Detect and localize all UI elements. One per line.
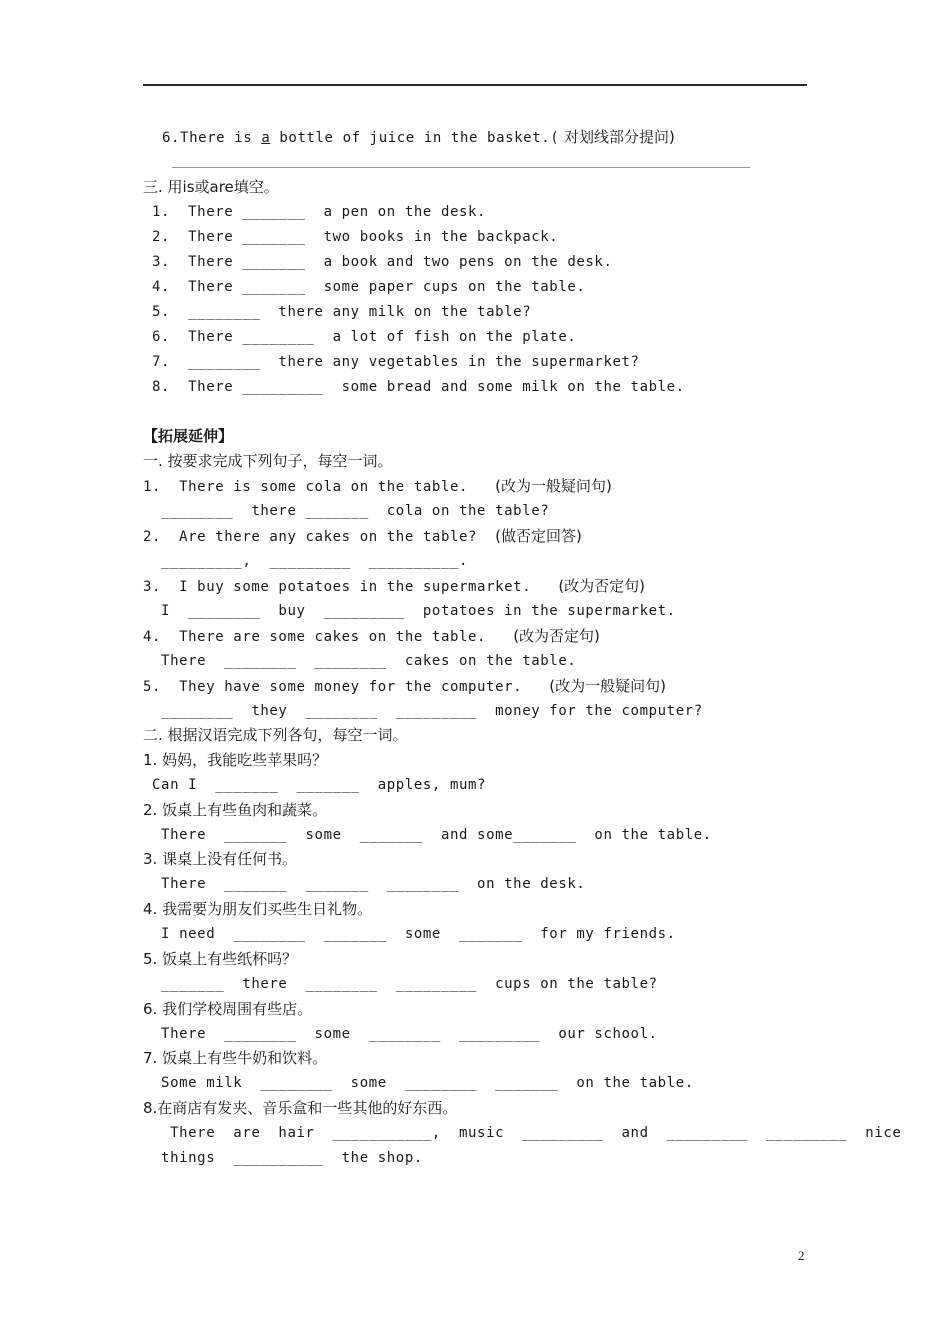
part1-line: There ________ ________ cakes on the table. xyxy=(143,653,577,669)
part2-title: 二. 根据汉语完成下列各句，每空一词。 xyxy=(143,726,408,744)
part2-en: Some milk ________ some ________ _______ on the table. xyxy=(143,1075,694,1091)
part2-cn: 5. 饭桌上有些纸杯吗？ xyxy=(143,950,298,968)
part1-line: 2. Are there any cakes on the table? (做否定回答) xyxy=(143,527,582,545)
part2-en: Can I _______ _______ apples, mum? xyxy=(143,777,487,793)
part2-cn: 2. 饭桌上有些鱼肉和蔬菜。 xyxy=(143,801,328,819)
part1-line: 5. They have some money for the computer. (改为一般疑问句) xyxy=(143,677,667,695)
part1-line: 3. I buy some potatoes in the supermarket. (改为否定句) xyxy=(143,577,646,595)
part1-line: 4. There are some cakes on the table. (改为否定句) xyxy=(143,627,600,645)
extension-heading: 【拓展延伸】 xyxy=(143,427,234,445)
part2-cn: 3. 课桌上没有任何书。 xyxy=(143,850,298,868)
section3-item: 6. There ________ a lot of fish on the plate. xyxy=(143,329,577,345)
section3-title: 三. 用is或are填空。 xyxy=(143,178,279,196)
part2-en: There ________ some ________ _________ our school. xyxy=(143,1026,658,1042)
part1-line: I ________ buy _________ potatoes in the supermarket. xyxy=(143,603,676,619)
part2-cn: 1. 妈妈，我能吃些苹果吗？ xyxy=(143,751,328,769)
part2-cn: 8.在商店有发夹、音乐盒和一些其他的好东西。 xyxy=(143,1099,458,1117)
section3-item: 8. There _________ some bread and some milk on the table. xyxy=(143,379,685,395)
part2-en: I need ________ _______ some _______ for my friends. xyxy=(143,926,676,942)
section3-item: 7. ________ there any vegetables in the supermarket? xyxy=(143,354,640,370)
section3-item: 2. There _______ two books in the backpack. xyxy=(143,229,559,245)
part2-cn: 6. 我们学校周围有些店。 xyxy=(143,1000,313,1018)
section3-item: 1. There _______ a pen on the desk. xyxy=(143,204,487,220)
part2-en: There are hair ___________, music _________ and _________ _________ nice xyxy=(143,1125,902,1141)
section3-item: 4. There _______ some paper cups on the table. xyxy=(143,279,586,295)
part1-line: 1. There is some cola on the table. (改为一般疑问句) xyxy=(143,477,612,495)
part1-title: 一. 按要求完成下列句子，每空一词。 xyxy=(143,452,393,470)
top-exercise: 6.There is a bottle of juice in the basket.( 对划线部分提问) xyxy=(162,128,675,146)
part2-cn: 7. 饭桌上有些牛奶和饮料。 xyxy=(143,1049,328,1067)
part2-en: _______ there ________ _________ cups on the table? xyxy=(143,976,658,992)
part2-en: things __________ the shop. xyxy=(143,1150,423,1166)
header-rule xyxy=(143,84,807,86)
part1-line: ________ they ________ _________ money for the computer? xyxy=(143,703,703,719)
part2-en: There _______ _______ ________ on the desk. xyxy=(143,876,586,892)
part1-line: _________, _________ __________. xyxy=(143,553,469,569)
part2-en: There _______ some _______ and some_______ on the table. xyxy=(143,827,712,843)
part1-line: ________ there _______ cola on the table? xyxy=(143,503,550,519)
section3-item: 3. There _______ a book and two pens on the desk. xyxy=(143,254,613,270)
answer-line xyxy=(172,167,750,168)
part2-cn: 4. 我需要为朋友们买些生日礼物。 xyxy=(143,900,373,918)
page-number: 2 xyxy=(798,1248,805,1263)
section3-item: 5. ________ there any milk on the table? xyxy=(143,304,532,320)
